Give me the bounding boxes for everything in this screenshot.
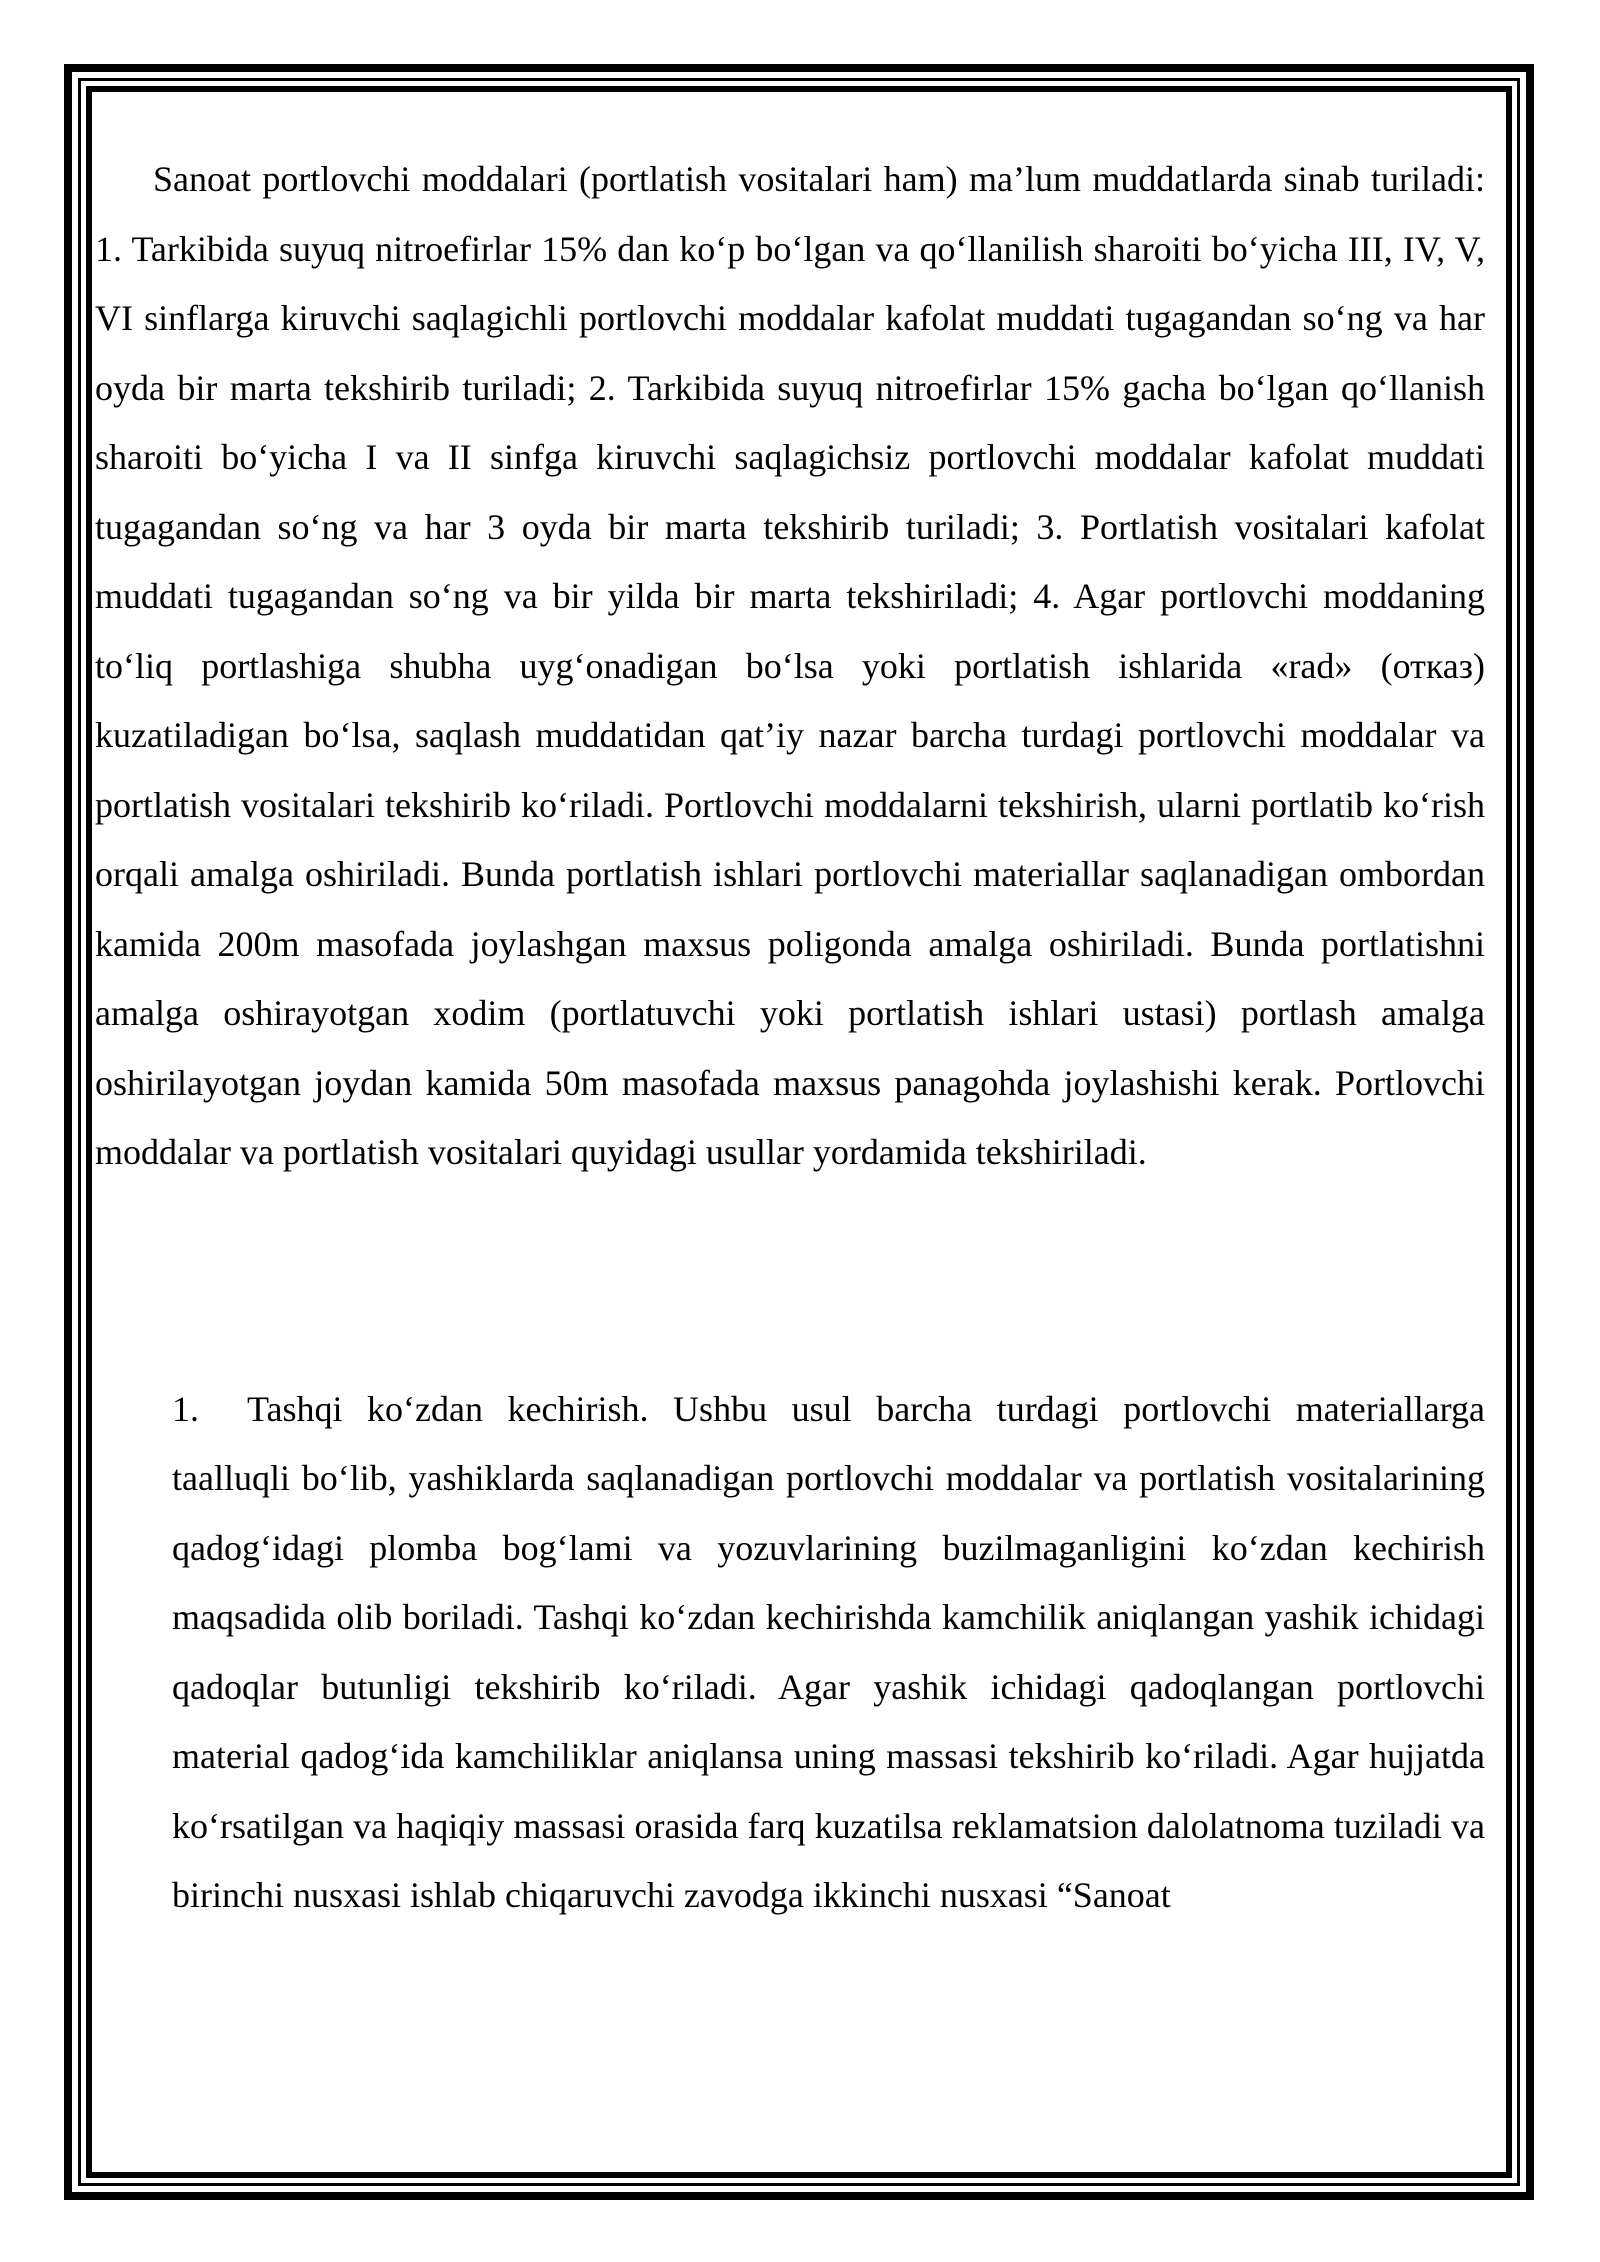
paragraph-spacer	[95, 1188, 1485, 1375]
list-item-text: Tashqi ko‘zdan kechirish. Ushbu usul barcha turdagi portlovchi materiallarga taalluqli bo‘lib, yashiklarda saqlanadigan portlovchi moddalar va portlatish vositalarining qadog‘idagi plomba bog‘lami va yozuvlarining buzilmaganligini ko‘zdan kechirish maqsadida olib boriladi. Tashqi ko‘zdan kechirishda kamchilik aniqlangan yashik ichidagi qadoqlar butunligi tekshirib ko‘riladi. Agar yashik ichidagi qadoqlangan portlovchi material qadog‘ida kamchiliklar aniqlansa uning massasi tekshirib ko‘riladi. Agar hujjatda ko‘rsatilgan va haqiqiy massasi orasida farq kuzatilsa reklamatsion dalolatnoma tuziladi va birinchi nusxasi ishlab chiqaruvchi zavodga ikkinchi nusxasi “Sanoat	[172, 1388, 1485, 1915]
list-item-number: 1.	[172, 1388, 199, 1429]
numbered-list	[95, 1375, 1485, 1931]
body-paragraph: Sanoat portlovchi moddalari (portlatish vositalari ham) ma’lum muddatlarda sinab turiladi: 1. Tarkibida suyuq nitroefirlar 15% dan ko‘p bo‘lgan va qo‘llanilish sharoiti bo‘yicha III, IV, V, VI sinflarga kiruvchi saqlagichli portlovchi moddalar kafolat muddati tugagandan so‘ng va har oyda bir marta tekshirib turiladi; 2. Tarkibida suyuq nitroefirlar 15% gacha bo‘lgan qo‘llanish sharoiti bo‘yicha I va II sinfga kiruvchi saqlagichsiz portlovchi moddalar kafolat muddati tugagandan so‘ng va har 3 oyda bir marta tekshirib turiladi; 3. Portlatish vositalari kafolat muddati tugagandan so‘ng va bir yilda bir marta tekshiriladi; 4. Agar portlovchi moddaning to‘liq portlashiga shubha uyg‘onadigan bo‘lsa yoki portlatish ishlarida «rad» (отказ) kuzatiladigan bo‘lsa, saqlash muddatidan qat’iy nazar barcha turdagi portlovchi moddalar va portlatish vositalari tekshirib ko‘riladi. Portlovchi moddalarni tekshirish, ularni portlatib ko‘rish orqali amalga oshiriladi. Bunda portlatish ishlari portlovchi materiallar saqlanadigan ombordan kamida 200m masofada joylashgan maxsus poligonda amalga oshiriladi. Bunda portlatishni amalga oshirayotgan xodim (portlatuvchi yoki portlatish ishlari ustasi) portlash amalga oshirilayotgan joydan kamida 50m masofada maxsus panagohda joylashishi kerak. Portlovchi moddalar va portlatish vositalari quyidagi usullar yordamida tekshiriladi.	[95, 159, 1485, 1172]
document-body	[95, 145, 1485, 1931]
list-item	[172, 1375, 1485, 1931]
